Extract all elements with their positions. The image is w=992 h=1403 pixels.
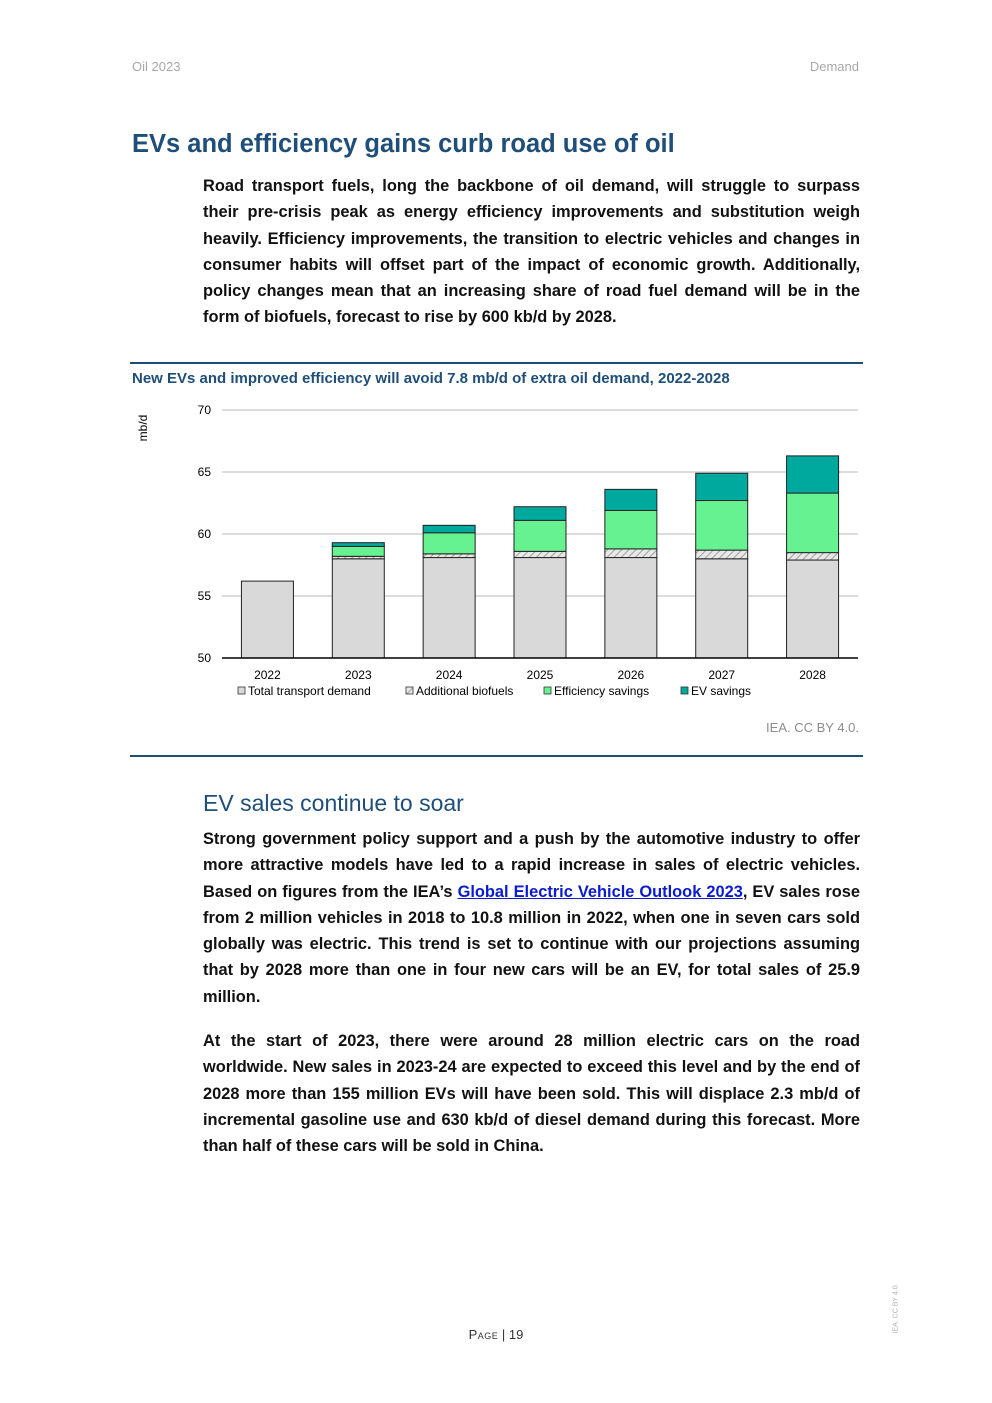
section-title: EVs and efficiency gains curb road use of oil [132,130,675,158]
bar-2025-total-transport-demand [514,558,566,658]
paragraph-ev-stock: At the start of 2023, there were around 28 million electric cars on the road worldwide. New sales in 2023-24 are expected to exceed this level and by the end of 2028 more than 155 million EVs will have been sold. This will displace 2.3 mb/d of incremental gasoline use and 630 kb/d of diesel demand during this forecast. More than half of these cars will be sold in China. [203,1032,860,1156]
bar-2025-ev-savings [514,507,566,521]
header-report-title: Oil 2023 [132,59,181,74]
bar-2025-efficiency-savings [514,520,566,551]
bar-2024-efficiency-savings [423,533,475,554]
x-tick-label-2023: 2023 [344,668,372,682]
legend-swatch-additional-biofuels [406,687,413,694]
subsection-title: EV sales continue to soar [203,790,464,816]
legend-swatch-efficiency-savings [544,687,551,694]
y-tick-label-65: 65 [197,465,211,479]
y-axis-label: mb/d [136,414,150,442]
bar-2023-ev-savings [332,543,384,547]
bar-2022-total-transport-demand [241,581,293,658]
bar-2026-additional-biofuels [605,549,657,558]
y-tick-label-55: 55 [197,589,211,603]
intro-paragraph: Road transport fuels, long the backbone of oil demand, will struggle to surpass their pre-crisis peak as energy efficiency improvements and substitution weigh heavily. Efficiency improvements, the transition to electric vehicles and changes in consumer habits will offset part of the impact of economic growth. Additionally, policy changes mean that an increasing share of road fuel demand will be in the form of biofuels, forecast to rise by 600 kb/d by 2028. [203,177,860,327]
bar-2023-efficiency-savings [332,546,384,556]
legend-swatch-ev-savings [681,687,688,694]
legend-label-total-transport-demand: Total transport demand [248,684,371,698]
bar-2027-total-transport-demand [696,559,748,658]
bar-2027-additional-biofuels [696,550,748,559]
bar-2028-additional-biofuels [787,553,839,560]
x-tick-label-2022: 2022 [254,668,281,682]
x-tick-label-2028: 2028 [799,668,826,682]
bar-2023-total-transport-demand [332,559,384,658]
legend-swatch-total-transport-demand [238,687,245,694]
x-tick-label-2025: 2025 [526,668,554,682]
legend-label-efficiency-savings: Efficiency savings [554,684,650,698]
page-footer: Page | 19 [468,1327,524,1342]
bar-2028-efficiency-savings [787,493,839,553]
x-tick-label-2027: 2027 [708,668,736,682]
chart-title: New EVs and improved efficiency will avoid 7.8 mb/d of extra oil demand, 2022-2028 [132,370,730,387]
y-tick-label-60: 60 [197,527,211,541]
y-tick-label-50: 50 [197,651,211,665]
legend-label-additional-biofuels: Additional biofuels [416,684,514,698]
paragraph-ev-sales [203,826,860,1010]
bar-2028-total-transport-demand [787,560,839,658]
header-section-name: Demand [809,59,859,74]
x-tick-label-2026: 2026 [617,668,645,682]
page-label: Page [468,1327,499,1342]
chart [0,400,992,700]
chart-top-rule [130,362,863,364]
bar-2026-total-transport-demand [605,558,657,658]
y-tick-label-70: 70 [197,403,211,417]
chart-credit: IEA. CC BY 4.0. [766,720,859,735]
chart-bottom-rule [130,755,863,757]
bar-2028-ev-savings [787,456,839,493]
side-license-note: IEA. CC BY 4.0. [892,1283,900,1334]
bar-2027-efficiency-savings [696,501,748,551]
bar-2024-total-transport-demand [423,558,475,658]
paragraph-ev-sales-text-2: , EV sales rose from 2 million vehicles in 2018 to 10.8 million in 2022, when one in seven cars sold globally was electric. This trend is set to continue with our projections assuming that by 2028 more than one in four new cars will be an EV, for total sales of 25.9 million. [203,882,860,1006]
bar-2027-ev-savings [696,473,748,500]
bar-2026-ev-savings [605,489,657,510]
legend-label-ev-savings: EV savings [691,684,752,698]
x-tick-label-2024: 2024 [435,668,463,682]
page-number: 19 [508,1327,524,1342]
bar-2024-additional-biofuels [423,554,475,558]
bar-2024-ev-savings [423,525,475,532]
paragraph-ev-sales-text-1: Strong government policy support and a push by the automotive industry to offer more attractive models have led to a rapid increase in sales of electric vehicles. Based on figures from the IEA’s [203,830,860,901]
global-ev-outlook-link[interactable]: Global Electric Vehicle Outlook 2023 [457,882,743,901]
bar-2025-additional-biofuels [514,551,566,557]
bar-2026-efficiency-savings [605,510,657,548]
